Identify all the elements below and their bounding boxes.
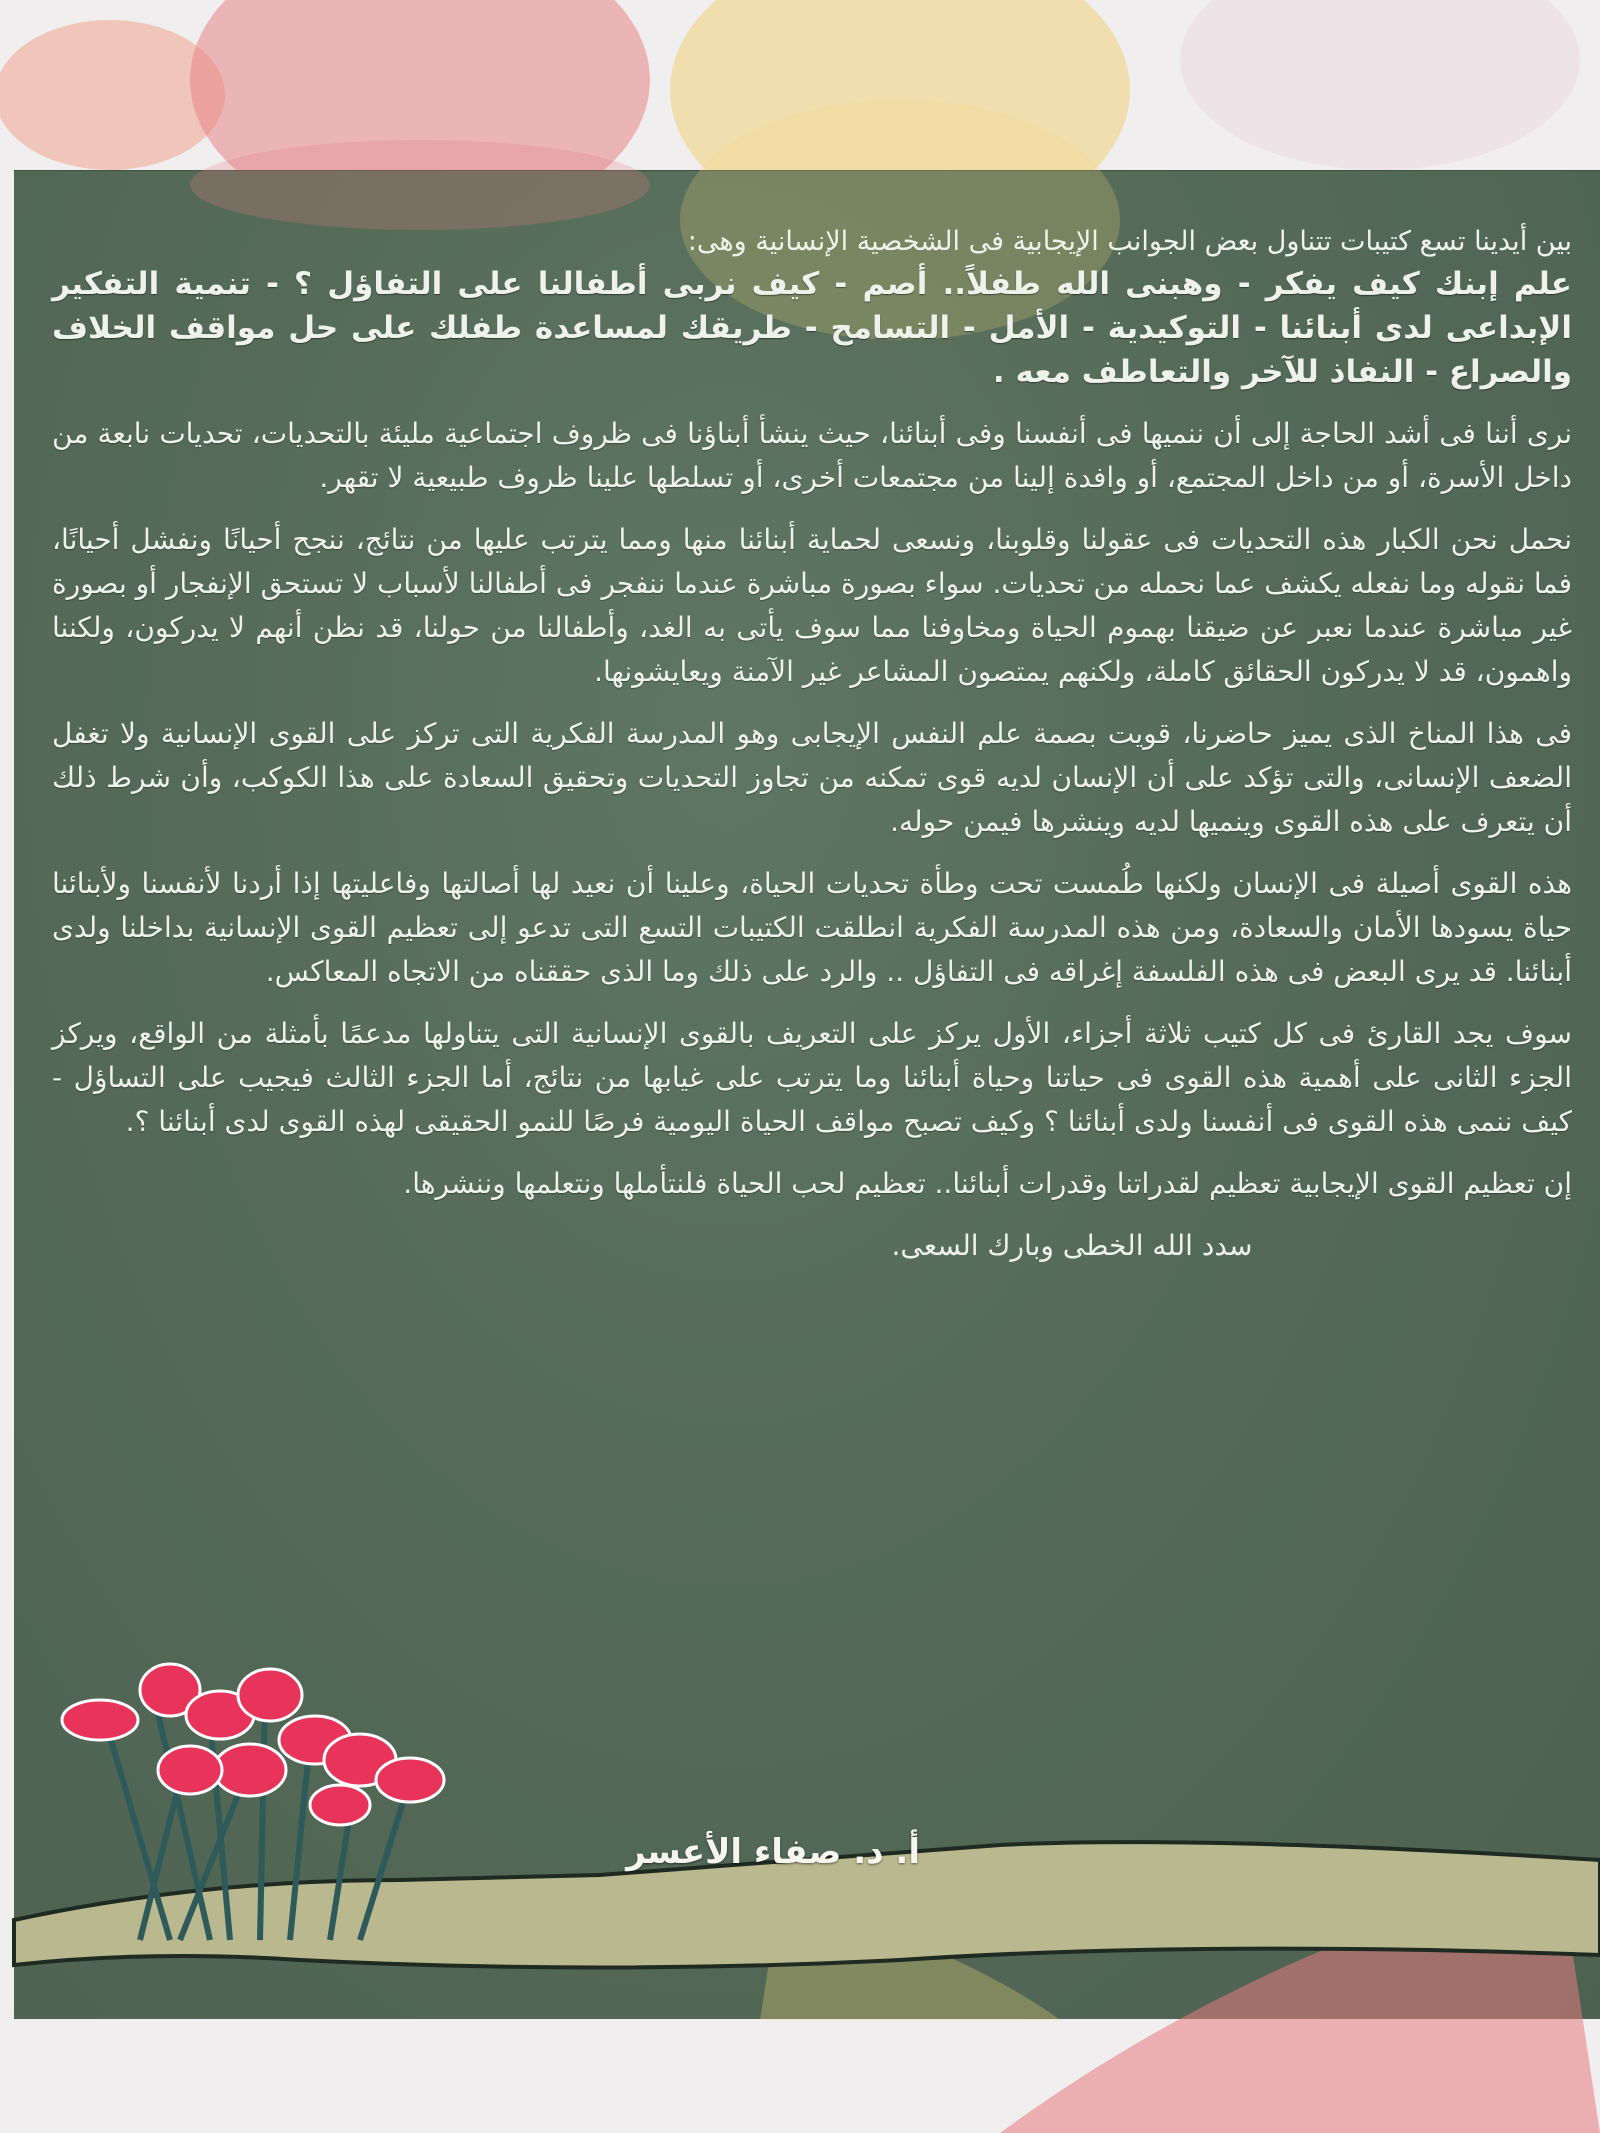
red-overlay-top [190,140,650,230]
flowers-illustration [60,1640,520,1970]
author-signature: أ. د. صفاء الأعسر [626,1832,920,1872]
paragraph-4: هذه القوى أصيلة فى الإنسان ولكنها طُمست تحت وطأة تحديات الحياة، وعلينا أن نعيد لها أصالتها وفاعليتها إذا أردنا لأنفسنا ولأبنائنا حياة يسودها الأمان والسعادة، ومن هذه المدرسة الفكرية انطلقت الكتيبات التسع التى تدعو إلى تعظيم القوى الإنسانية بداخلنا ولدى أبنائنا. قد يرى البعض فى هذه الفلسفة إغراقه فى التفاؤل .. والرد على ذلك وما الذى حققناه من الاتجاه المعاكس. [52,867,1572,988]
paragraph-6: إن تعظيم القوى الإيجابية تعظيم لقدراتنا وقدرات أبنائنا.. تعظيم لحب الحياة فلنتأملها ونتعلمها وننشرها. [403,1167,1572,1200]
paragraph-5: سوف يجد القارئ فى كل كتيب ثلاثة أجزاء، الأول يركز على التعريف بالقوى الإنسانية التى يتناولها مدعمًا بأمثلة من الواقع، ويركز الجزء الثانى على أهمية هذه القوى فى حياتنا وحياة أبنائنا وما يترتب على غيابها من نتائج، أما الجزء الثالث فيجيب على التساؤل - كيف ننمى هذه القوى فى أنفسنا ولدى أبنائنا ؟ وكيف تصبح مواقف الحياة اليومية فرصًا للنمو الحقيقى لهذه القوى لدى أبنائنا ؟. [52,1017,1572,1138]
paragraph-3: فى هذا المناخ الذى يميز حاضرنا، قويت بصمة علم النفس الإيجابى وهو المدرسة الفكرية التى تركز على القوى الإنسانية ولا تغفل الضعف الإنسانى، والتى تؤكد على أن الإنسان لديه قوى تمكنه من تجاوز التحديات وتحقيق السعادة على هذا الكوكب، وأن شرط ذلك أن يتعرف على هذه القوى وينميها لديه وينشرها فيمن حوله. [52,717,1572,838]
paragraph-1: نرى أننا فى أشد الحاجة إلى أن ننميها فى أنفسنا وفى أبنائنا، حيث ينشأ أبناؤنا فى ظروف اجتماعية مليئة بالتحديات، تحديات نابعة من داخل الأسرة، أو من داخل المجتمع، أو وافدة إلينا من مجتمعات أخرى، أو تسلطها علينا ظروف طبيعية لا تقهر. [52,417,1572,494]
closing-line: سدد الله الخطى وبارك السعى. [891,1229,1253,1262]
paragraph-2: نحمل نحن الكبار هذه التحديات فى عقولنا وقلوبنا، ونسعى لحماية أبنائنا منها ومما يترتب عليها من نتائج، ننجح أحيانًا ونفشل أحيانًا، فما نقوله وما نفعله يكشف عما نحمله من تحديات. سواء بصورة مباشرة عندما ننفجر فى أطفالنا لأسباب لا تستحق الإنفجار أو بصورة غير مباشرة عندما نعبر عن ضيقنا بهموم الحياة ومخاوفنا مما سوف يأتى به الغد، وأطفالنا من حولنا، قد نظن أنهم لا يدركون، ولكننا واهمون، قد لا يدركون الحقائق كاملة، ولكنهم يمتصون المشاعر غير الآمنة ويعايشونها. [52,523,1572,688]
intro-line: بين أيدينا تسع كتيبات تتناول بعض الجوانب الإيجابية فى الشخصية الإنسانية وهى: [687,226,1572,257]
booklet-titles: علم إبنك كيف يفكر - وهبنى الله طفلاً.. أصم - كيف نربى أطفالنا على التفاؤل ؟ - تنمية التفكير الإبداعى لدى أبنائنا - التوكيدية - الأمل - التسامح - طريقك لمساعدة طفلك على حل مواقف الخلاف والصراع - النفاذ للآخر والتعاطف معه . [52,266,1572,390]
body-text [52,222,1572,1268]
